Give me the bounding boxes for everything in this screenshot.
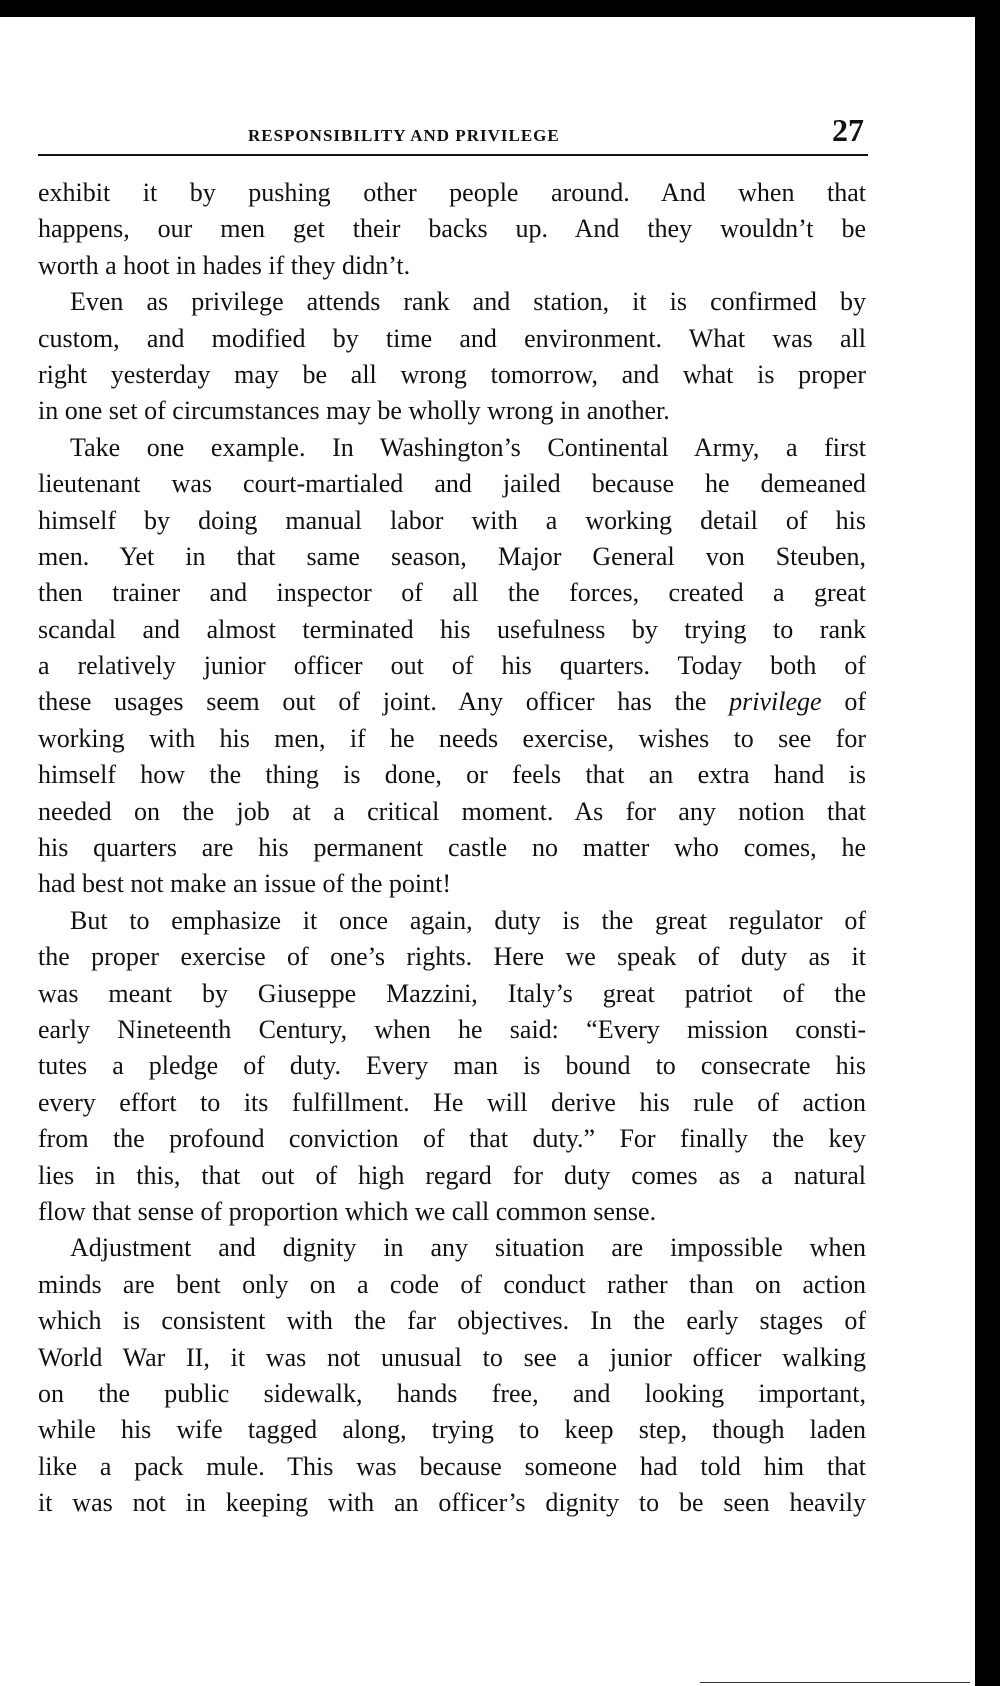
running-head: RESPONSIBILITY AND PRIVILEGE [248, 126, 560, 145]
text-line: happens, our men get their backs up. And they wouldn’t be [38, 214, 866, 244]
text-line: minds are bent only on a code of conduct rather than on action [38, 1269, 866, 1299]
text-line: tutes a pledge of duty. Every man is bound to consecrate his [38, 1051, 866, 1081]
page-number: 27 [832, 112, 864, 148]
text-line: it was not in keeping with an officer’s dignity to be seen heavily [38, 1488, 866, 1518]
text-line: which is consistent with the far objectives. In the early stages of [38, 1306, 866, 1336]
text-line: flow that sense of proportion which we call common sense. [38, 1196, 657, 1226]
paragraph [38, 1230, 866, 1521]
text-line: while his wife tagged along, trying to keep step, though laden [38, 1415, 866, 1445]
text-line: himself how the thing is done, or feels that an extra hand is [38, 760, 866, 790]
scan-border-right [975, 0, 1000, 1686]
text-segment: these usages seem out of joint. Any officer has the [38, 687, 730, 717]
text-line: in one set of circumstances may be wholly wrong in another. [38, 396, 670, 426]
text-line: himself by doing manual labor with a working detail of his [38, 505, 866, 535]
text-line: on the public sidewalk, hands free, and looking important, [38, 1378, 866, 1408]
text-line: lieutenant was court-martialed and jailed because he demeaned [38, 469, 866, 499]
text-line: custom, and modified by time and environment. What was all [38, 323, 866, 353]
text-line: But to emphasize it once again, duty is the great regulator of [70, 905, 866, 935]
text-line: right yesterday may be all wrong tomorrow, and what is proper [38, 359, 866, 389]
paragraph [38, 903, 866, 1231]
text-line: his quarters are his permanent castle no matter who comes, he [38, 833, 866, 863]
text-line: then trainer and inspector of all the forces, created a great [38, 578, 866, 608]
paragraph [38, 175, 866, 284]
text-line: had best not make an issue of the point! [38, 869, 452, 899]
text-line: the proper exercise of one’s rights. Here we speak of duty as it [38, 942, 866, 972]
text-line: exhibit it by pushing other people around. And when that [38, 178, 866, 207]
text-line: Even as privilege attends rank and station, it is confirmed by [70, 287, 866, 317]
text-segment: of [821, 687, 866, 717]
text-line: needed on the job at a critical moment. As for any notion that [38, 796, 866, 826]
text-line [38, 684, 866, 720]
text-line: like a pack mule. This was because someone had told him that [38, 1451, 866, 1481]
body-text [38, 175, 866, 1521]
text-line: from the profound conviction of that duty.” For finally the key [38, 1124, 866, 1154]
text-line: World War II, it was not unusual to see a junior officer walking [38, 1342, 866, 1372]
scan-border-top [0, 0, 1000, 17]
italic-word: privilege [729, 687, 822, 717]
text-line: scandal and almost terminated his usefulness by trying to rank [38, 614, 866, 644]
text-line: every effort to its fulfillment. He will derive his rule of action [38, 1087, 866, 1117]
paragraph [38, 430, 866, 903]
text-line: Take one example. In Washington’s Continental Army, a first [70, 432, 866, 462]
text-line: a relatively junior officer out of his quarters. Today both of [38, 651, 866, 681]
paragraph [38, 284, 866, 430]
page-header [38, 112, 868, 156]
text-line: men. Yet in that same season, Major General von Steuben, [38, 541, 866, 571]
text-line: lies in this, that out of high regard for duty comes as a natural [38, 1160, 866, 1190]
text-line: early Nineteenth Century, when he said: “Every mission consti- [38, 1014, 866, 1044]
text-line: worth a hoot in hades if they didn’t. [38, 250, 411, 280]
text-line: was meant by Giuseppe Mazzini, Italy’s great patriot of the [38, 978, 866, 1008]
scan-edge-line [700, 1682, 970, 1683]
text-line: working with his men, if he needs exercise, wishes to see for [38, 723, 866, 753]
text-line: Adjustment and dignity in any situation are impossible when [70, 1233, 866, 1263]
